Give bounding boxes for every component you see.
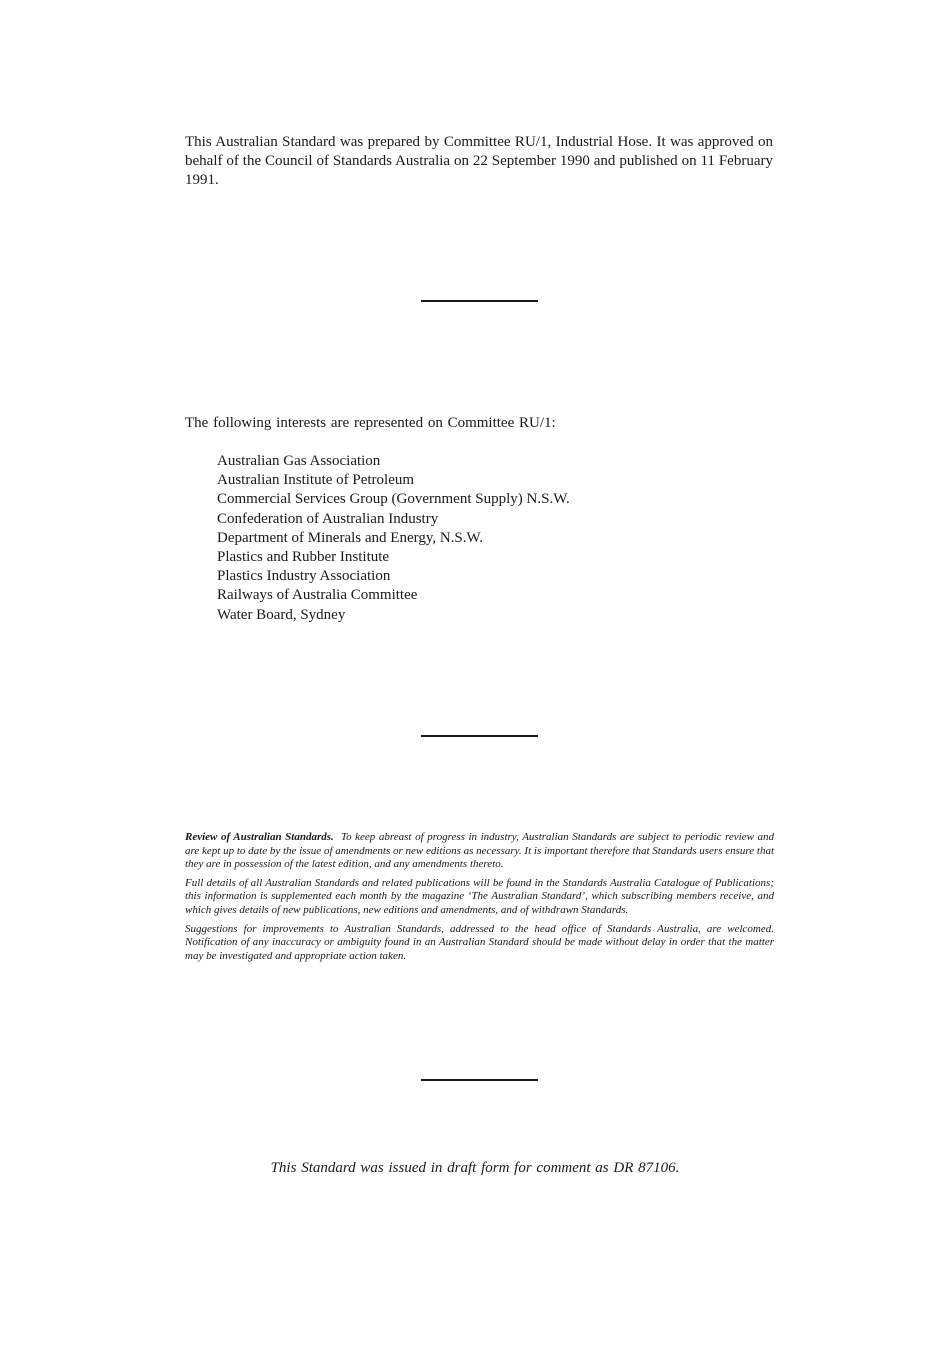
review-text: To keep abreast of progress in industry, Australian Standards are subject to periodic review and are kept up to date by the issue of amendments or new editions as necessary. It is important therefore that Standards users ensure that they are in possession of the latest edition, and any amendments thereto.	[185, 831, 774, 871]
list-item: Water Board, Sydney	[217, 606, 346, 623]
catalogue-paragraph: Full details of all Australian Standards and related publications will be found in the Standards Australia Catalogue of Publications; this information is supplemented each month by the magazine ‘The Australian Standard’, which subscribing members receive, and which gives details of new publications, new editions and amendments, and of withdrawn Standards.	[185, 876, 774, 916]
list-item: Australian Gas Association	[217, 453, 381, 469]
divider-rule	[421, 735, 538, 737]
review-paragraph	[185, 831, 774, 872]
list-item: Commercial Services Group (Government Supply) N.S.W.	[217, 491, 570, 508]
list-item: Plastics and Rubber Institute	[217, 549, 390, 566]
list-item: Department of Minerals and Energy, N.S.W.	[217, 529, 484, 546]
draft-note: This Standard was issued in draft form for comment as DR 87106.	[270, 1160, 680, 1176]
review-notice	[185, 831, 774, 968]
suggestions-paragraph: Suggestions for improvements to Australian Standards, addressed to the head office of Standards Australia, are welcomed. Notification of any inaccuracy or ambiguity found in an Australian Standard should be made without delay in order that the matter may be investigated and appropriate action taken.	[185, 922, 774, 962]
list-item: Confederation of Australian Industry	[217, 510, 439, 527]
interests-heading: The following interests are represented on Committee RU/1:	[185, 415, 556, 431]
divider-rule	[421, 1079, 538, 1081]
list-item: Australian Institute of Petroleum	[217, 472, 415, 489]
preparation-statement: This Australian Standard was prepared by Committee RU/1, Industrial Hose. It was approved on behalf of the Council of Standards Australia on 22 September 1990 and published on 11 February 1991.	[185, 134, 773, 188]
review-lead: Review of Australian Standards.	[185, 831, 334, 843]
list-item: Railways of Australia Committee	[217, 587, 418, 604]
list-item: Plastics Industry Association	[217, 568, 391, 585]
divider-rule	[421, 300, 538, 302]
interests-list	[217, 452, 570, 625]
